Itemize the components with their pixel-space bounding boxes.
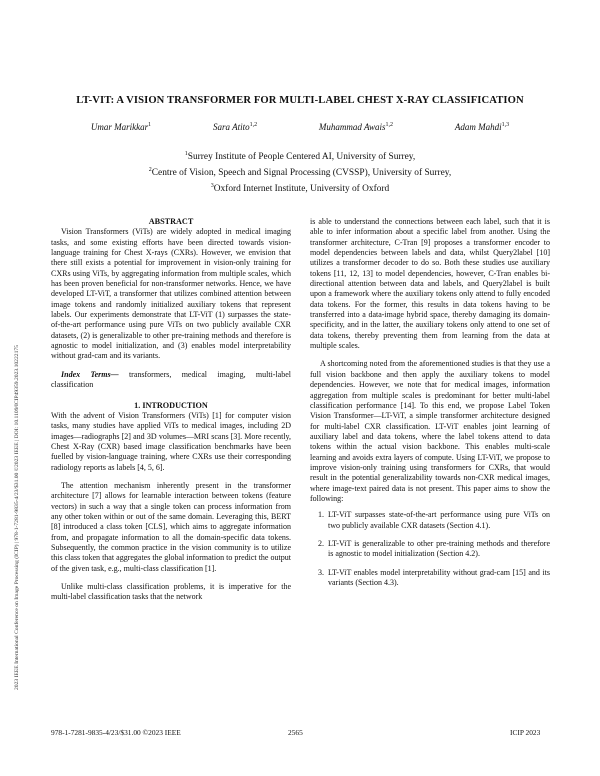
affiliation: $^2$Centre of Vision, Speech and Signal Processing (CVSSP), University of Surrey, bbox=[148, 167, 452, 179]
contribution-list bbox=[310, 510, 550, 588]
right-column bbox=[310, 217, 550, 596]
affiliations bbox=[60, 148, 540, 196]
author: Muhammad Awais$^{1,2}$ bbox=[318, 122, 393, 132]
sidebar-text: 2023 IEEE International Conference on Image Processing (ICIP) | 978-1-7281-9835-4/23/$31.00 ©2023 IEEE | DOI: 10.1109/ICIP49359.2023.10222175 bbox=[14, 345, 20, 690]
author: Sara Atito$^{1,2}$ bbox=[212, 122, 258, 132]
list-item: 3. LT-ViT enables model interpretability without grad-cam [15] and its variants (Section 4.3). bbox=[326, 568, 550, 589]
paper-title: LT-VIT: A VISION TRANSFORMER FOR MULTI-LABEL CHEST X-RAY CLASSIFICATION bbox=[76, 95, 524, 106]
footer-copyright: 978-1-7281-9835-4/23/$31.00 ©2023 IEEE bbox=[51, 728, 181, 737]
body-paragraph: is able to understand the connections between each label, such that it is able to infer information about a specific label from another. Using the transformer architecture, C-Tran [9] proposes a transformer encoder to model dependencies between labels and data, whilst Query2label [10] utilizes a transformer decoder to do so. Both these studies use auxiliary tokens [11, 12, 13] to model dependencies, however, C-Tran enables bi-directional attention between data and labels, and Query2label is built upon a framework where the auxiliary tokens only attend to fully encoded data tokens. For the former, this results in data tokens having to be transferred into a data-image hybrid space, thereby damaging its domain-specificity, and in the latter, the auxiliary tokens only attend to one set of data tokens, thereby preventing them from learning from the data at multiple scales. bbox=[310, 217, 550, 351]
body-paragraph: A shortcoming noted from the aforementioned studies is that they use a full vision backbone and then apply the auxiliary tokens to model dependencies. However, we note that for medical images, information aggregation from multiple scales is predominant for better multi-label classification performance [14]. To this end, we propose Label Token Vision Transformer—LT-ViT, a simple transformer architecture designed for multi-label CXR classification. LT-ViT enables joint learning of auxiliary label and data tokens, where the label tokens attend to data tokens within the actual vision backbone. This enables multi-scale learning and avoids extra layers of compute. Using LT-ViT, we propose to improve vision-only training using transformers for CXRs, that would result in the potential generalizability towards non-CXR medical images, where image-text paired data is not present. This paper aims to show the following: bbox=[310, 359, 550, 503]
ieee-sidebar bbox=[14, 130, 24, 690]
author: Umar Marikkar$^1$ bbox=[90, 122, 152, 132]
abstract-text: Vision Transformers (ViTs) are widely adopted in medical imaging tasks, and some existing efforts have been directed towards vision-language training for Chest X-rays (CXRs). However, we envision that there still exists a potential for improvement in vision-only training for CXRs using ViTs, by aggregating information from multiple scales, which has been proven beneficial for non-transformer networks. Hence, we have developed LT-ViT, a transformer that utilizes combined attention between image tokens and randomly initialized auxiliary tokens that represent labels. Our experiments demonstrate that LT-ViT (1) surpasses the state-of-the-art performance using pure ViTs on two publicly available CXR datasets, (2) is generalizable to other pre-training methods and therefore is agnostic to model initialization, and (3) enables model interpretability without grad-cam and its variants. bbox=[51, 227, 291, 361]
affiliation: $^1$Surrey Institute of People Centered AI, University of Surrey, bbox=[184, 151, 416, 163]
left-column bbox=[51, 217, 291, 603]
section-heading-introduction: 1. INTRODUCTION bbox=[134, 400, 208, 410]
page-number: 2565 bbox=[288, 728, 303, 737]
author-list bbox=[60, 122, 540, 132]
author: Adam Mahdi$^{1,3}$ bbox=[454, 122, 510, 132]
footer-venue: ICIP 2023 bbox=[510, 728, 541, 737]
list-item: 1. LT-ViT surpasses state-of-the-art performance using pure ViTs on two publicly available CXR datasets (Section 4.1). bbox=[326, 510, 550, 531]
intro-paragraph: With the advent of Vision Transformers (ViTs) [1] for computer vision tasks, many studies have applied ViTs to medical images, including 2D images—radiographs [2] and 3D volumes—MRI scans [3]. More recently, Chest X-Ray (CXR) based image classification benchmarks have been fuelled by vision-language training, where CXRs use their corresponding radiology reports as labels [4, 5, 6]. bbox=[51, 410, 291, 472]
index-terms: Index Terms— transformers, medical imaging, multi-label classification bbox=[51, 369, 292, 390]
list-item: 2. LT-ViT is generalizable to other pre-training methods and therefore is agnostic to model initialization (Section 4.2). bbox=[326, 539, 550, 560]
abstract-heading: ABSTRACT bbox=[148, 217, 194, 226]
affiliation: $^3$Oxford Internet Institute, University of Oxford bbox=[210, 183, 390, 195]
intro-paragraph: The attention mechanism inherently present in the transformer architecture [7] allows for learnable interaction between tokens (feature vectors) in such a way that a single token can process information from any other token within or out of the same domain. Leveraging this, BERT [8] introduced a class token [CLS], which aims to aggregate information from, and propagate information to all the domain-specific data tokens. Subsequently, the common practice in the vision community is to utilize this class token that aggregates the global information to predict the output of the given task, e.g., multi-class classification [1]. bbox=[51, 480, 291, 573]
intro-paragraph: Unlike multi-class classification problems, it is imperative for the multi-label classification tasks that the network bbox=[51, 582, 291, 602]
